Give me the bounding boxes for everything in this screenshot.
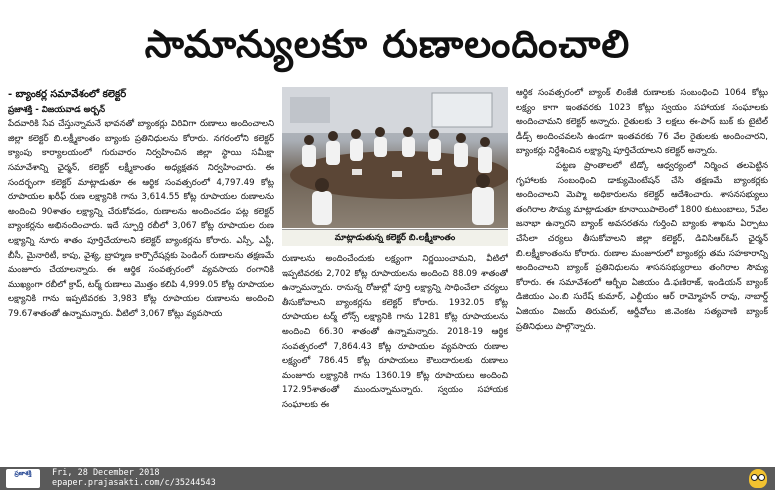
article-kicker: - బ్యాంకర్ల సమావేశంలో కలెక్టర్ xyxy=(8,89,127,100)
article-byline: ప్రజాశక్తి - విజయవాడ అర్బన్ xyxy=(8,104,105,115)
article-body-text: ఆర్థిక సంవత్సరంలో బ్యాంక్ లింకేజీ రుణాలకు సంబంధించి 1064 కోట్లు లక్ష్యం కాగా ఇంతవరకు 1023 కోట్లు స్వయం సహాయక సంఘాలకు అందించామని కలెక్టర్ అన్నారు. రైతులకు 3 లక్షలు ఈ-పాస్ బుక్ కు టైటిల్ డీడ్స్ అందించవలసి ఉండగా ఇంతవరకు 76 వేల రైతులకు అందించారని, బ్యాంకర్లు నిర్దేశించిన లక్ష్యాన్ని పూర్తిచేయాలని కలెక్టర్ అన్నారు. xyxy=(516,88,768,157)
article-body-text: పట్టణ ప్రాంతాలలో టిడ్కో ఆధ్వర్యంలో నిర్మించ తలపెట్టిన గృహాలకు సంబంధించి డాక్యుమెంటేషన్ చేసి తక్షణమే బ్యాంకర్లకు అందించాలని మెప్మా అధికారులను కలెక్టర్ ఆదేశించారు. శాసనసభ్యులు తంగిరాల సౌమ్య మాట్లాడుతూ కూనాయిపాలెంలో 1800 కుటుంబాలు, 5వేల జనాభా ఉన్నారని బ్యాంక్ అవసరతను గుర్తించి బ్యాంకు శాఖను ఏర్పాటు చేసేలా చర్యలు తీసుకోవాలని జిల్లా కలెక్టర్, డివిసిఆర్ఓస్ ఛైర్మన్ బి.లక్ష్మీకాంతంను కోరారు. రుణాల మంజూరులో బ్యాంకర్లు తమ సహకారాన్ని అందించాలని బ్యాంక్ ప్రతినిధులను శాసనసభ్యురాలు తంగిరాల సౌమ్య కోరారు. ఈ సమావేశంలో ఆర్బీఐ ఏజియం డి.ఫణిరాజ్, ఇండియన్ బ్యాంక్ డిజియం ఎం.బి సురేష్ కుమార్, ఎల్డీయం ఆర్ రామ్మోహన్ రావు, నాబార్డ్ ఏజియం విజయ్ తిరుమల్, ఆర్డీవోలు జి.వెంకట సత్యవాణి బ్యాంక్ ప్రతినిధులు పాల్గొన్నారు. xyxy=(516,160,768,332)
meeting-photo-illustration xyxy=(282,87,508,228)
article-body-text: రుణాలను అందించేందుకు లక్ష్యంగా నిర్ణయించామని, వీటిలో ఇప్పటివరకు 2,702 కోట్ల రూపాయలను అందించి 88.09 శాతంతో ఉన్నామన్నారు. రానున్న రోజుల్లో పూర్తి లక్ష్యాన్ని సాధించేలా చర్యలు తీసుకోవాలని బ్యాంకర్లను కలెక్టర్ కోరారు. 1932.05 కోట్ల రూపాయల టర్మ్ లోన్స్ లక్ష్యానికి గాను 1281 కోట్ల రూపాయలను అందించి 66.30 శాతంతో ఉన్నామన్నారు. 2018-19 ఆర్థిక సంవత్సరంలో 7,864.43 కోట్ల రూపాయల వ్యవసాయ రుణాల లక్ష్యంలో 786.45 కోట్ల రూపాయలు కౌలుదారులకు రుణాలు మంజూరు లక్ష్యానికి గాను 1360.19 కోట్ల రూపాయలు అందించి 172.95శాతంతో ముందున్నామన్నారు. స్వయం సహాయక సంఘాలకు ఈ xyxy=(282,254,508,410)
article-column-2 xyxy=(282,252,508,464)
epaper-link[interactable]: epaper.prajasakti.com/c/35244543 xyxy=(52,478,216,488)
photo-caption: మాట్లాడుతున్న కలెక్టర్ బి.లక్ష్మీకాంతం xyxy=(282,229,508,246)
article-column-1 xyxy=(8,88,274,464)
article-column-3 xyxy=(516,86,768,464)
prajasakti-logo[interactable]: ప్రజాశక్తి xyxy=(6,469,40,488)
epaper-footer xyxy=(0,467,775,490)
edition-date: Fri, 28 December 2018 xyxy=(52,468,160,478)
owl-mascot-icon xyxy=(749,469,767,488)
article-body-text: పేదవారికి సేవ చేస్తున్నామనే భావనతో బ్యాంకర్లు విరివిగా రుణాలు అందించాలని జిల్లా కలెక్టర్ బి.లక్ష్మీకాంతం బ్యాంకు ప్రతినిధులను కోరారు. నగరంలోని కలెక్టర్ క్యాంపు కార్యాలయంలో గురువారం నిర్వహించిన జిల్లా స్థాయి సమీక్షా సమావేశాన్ని ఛైర్మన్, కలెక్టర్ లక్ష్మీకాంతం అధ్యక్షతన నిర్వహించారు. ఈ సందర్భంగా కలెక్టర్ మాట్లాడుతూ ఈ ఆర్థిక సంవత్సరంలో 4,797.49 కోట్ల రూపాయల ఖరీఫ్ రుణ లక్ష్యానికి గాను 3,614.55 కోట్ల రూపాయల రుణాలను అందించి 90శాతం లక్ష్యాన్ని చేరుకోవడం, రుణాలను అందించడం పట్ల కలెక్టర్ బ్యాంకర్లను అభినందించారు. ఇదే స్ఫూర్తి రబీలో 3,067 కోట్ల రూపాయల రుణ లక్ష్యాన్ని నూరు శాతం పూర్తిచేయాలని కలెక్టర్ బ్యాంకర్లను కోరారు. ఎస్సీ, ఎస్టీ, బీసీ, మైనారిటీ, కాపు, వైశ్య, బ్రాహ్మణ కార్పొరేషన్లకు పెండింగ్ రుణాలను తక్షణమే మంజూరు చేయాలన్నారు. ఈ ఆర్థిక సంవత్సరంలో వ్యవసాయ రంగానికి ముఖ్యంగా రబీలో క్రాప్, టర్మ్ రుణాలు మొత్తం కలిపి 4,999.05 కోట్ల రూపాయల లక్ష్యానికి గాను ఇప్పటివరకు 3,983 కోట్ల రూపాయల రుణాలను అందించి 79.67శాతంతో ఉన్నామన్నారు. వీటిలో 3,067 కోట్లు వ్యవసాయ xyxy=(8,119,274,319)
page-headline: సామాన్యులకూ రుణాలందించాలి xyxy=(144,22,631,66)
meeting-photo xyxy=(282,87,508,228)
